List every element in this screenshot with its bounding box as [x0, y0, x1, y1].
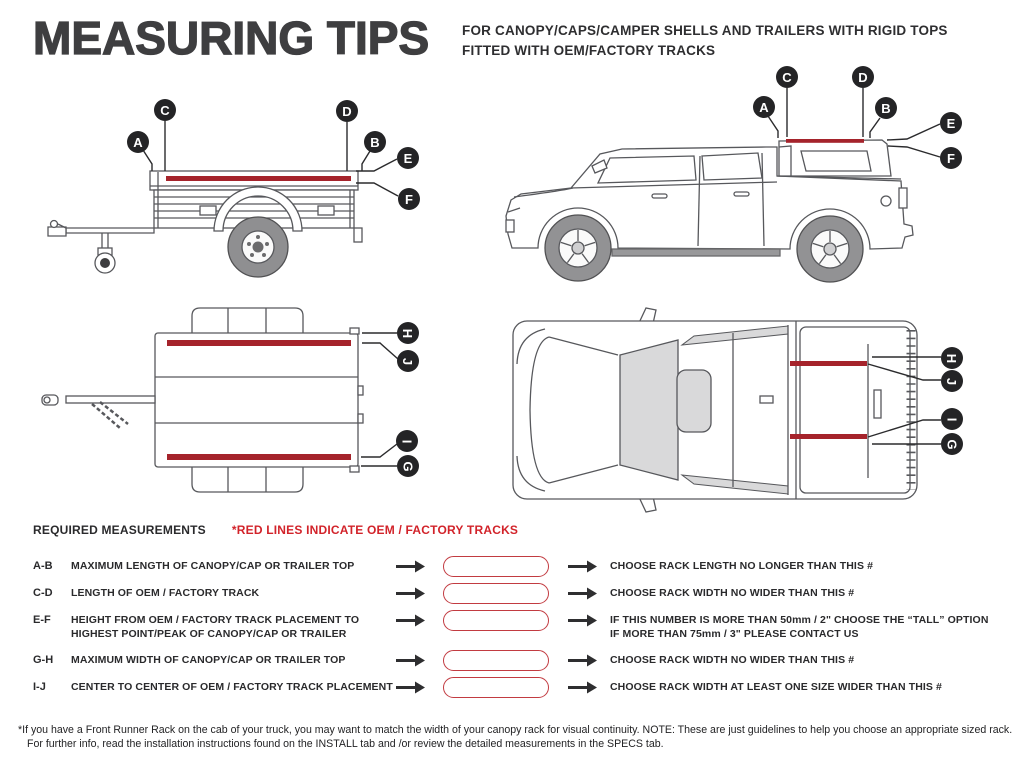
label-c: C: [776, 66, 798, 88]
trailer-top-body: [42, 308, 363, 492]
red-lines-note: *RED LINES INDICATE OEM / FACTORY TRACKS: [231, 523, 519, 537]
measurement-instruction: CHOOSE RACK WIDTH NO WIDER THAN THIS #: [610, 654, 855, 666]
label-c: C: [154, 99, 176, 121]
page-title: MEASURING TIPS: [33, 12, 430, 64]
oem-track-line: [167, 454, 351, 460]
label-b: B: [364, 131, 386, 153]
label-a: A: [127, 131, 149, 153]
measurement-row-cd: [33, 583, 1014, 604]
label-j: J: [941, 370, 963, 392]
arrow-right-icon: [567, 610, 597, 631]
measurement-description: MAXIMUM LENGTH OF CANOPY/CAP OR TRAILER TOP: [71, 560, 355, 572]
required-measurements-heading: REQUIRED MEASUREMENTS: [33, 523, 206, 537]
measurement-description: HEIGHT FROM OEM / FACTORY TRACK PLACEMENT TO: [71, 614, 360, 626]
truck-side-body: [506, 139, 913, 282]
page-subtitle: [462, 21, 948, 61]
measurement-instruction: CHOOSE RACK WIDTH NO WIDER THAN THIS #: [610, 587, 855, 599]
truck-top-body: [513, 308, 917, 512]
truck-top-view-drawing: [500, 298, 1005, 518]
subtitle-line-2: FITTED WITH OEM/FACTORY TRACKS: [462, 43, 716, 58]
measurement-row-ij: [33, 677, 1014, 698]
measurement-row-ef: [33, 610, 1014, 641]
trailer-top-leader-lines: [361, 333, 398, 466]
oem-track-line: [786, 139, 864, 143]
label-a: A: [753, 96, 775, 118]
measurement-row-ab: [33, 556, 1014, 577]
range-label: C-D: [33, 587, 53, 599]
label-j: J: [397, 350, 419, 372]
measurement-instruction: CHOOSE RACK LENGTH NO LONGER THAN THIS #: [610, 560, 874, 572]
arrow-right-icon: [567, 650, 597, 671]
measurement-description: LENGTH OF OEM / FACTORY TRACK: [71, 587, 260, 599]
trailer-side-body: [48, 171, 362, 277]
footnote: *If you have a Front Runner Rack on the cab of your truck, you may want to match the width of your canopy rack for visual continuity. NOTE: These are just guidelines to help you choose an appropriate sized rack. For further info, read the installation instructions found on the INSTALL tab and /or review the detailed measurements in the SPECS tab.: [18, 724, 1013, 750]
trailer-top-view-drawing: [20, 295, 450, 510]
label-d: D: [852, 66, 874, 88]
arrow-right-icon: [395, 650, 425, 671]
arrow-right-icon: [395, 677, 425, 698]
arrow-right-icon: [567, 583, 597, 604]
measurement-row-gh: [33, 650, 1014, 671]
measurement-description: MAXIMUM WIDTH OF CANOPY/CAP OR TRAILER TOP: [71, 654, 346, 666]
oem-track-line: [790, 361, 867, 366]
subtitle-line-1: FOR CANOPY/CAPS/CAMPER SHELLS AND TRAILERS WITH RIGID TOPS: [462, 23, 948, 38]
label-b: B: [875, 97, 897, 119]
arrow-right-icon: [395, 583, 425, 604]
range-label: A-B: [33, 560, 53, 572]
oem-track-line: [166, 176, 351, 181]
arrow-right-icon: [395, 556, 425, 577]
range-label: G-H: [33, 654, 54, 666]
label-g: G: [397, 455, 419, 477]
measurement-value-box: [443, 610, 549, 631]
measurement-instruction: CHOOSE RACK WIDTH AT LEAST ONE SIZE WIDER THAN THIS #: [610, 681, 942, 693]
oem-track-line: [790, 434, 867, 439]
oem-track-line: [167, 340, 351, 346]
label-f: F: [398, 188, 420, 210]
range-label: I-J: [33, 681, 46, 693]
label-h: H: [941, 347, 963, 369]
measurement-value-box: [443, 556, 549, 577]
label-h: H: [397, 322, 419, 344]
label-e: E: [940, 112, 962, 134]
measurement-instruction-line2: IF MORE THAN 75mm / 3" PLEASE CONTACT US: [610, 627, 859, 640]
measurement-value-box: [443, 583, 549, 604]
measurement-description: CENTER TO CENTER OF OEM / FACTORY TRACK PLACEMENT: [71, 681, 393, 693]
measurement-value-box: [443, 650, 549, 671]
arrow-right-icon: [567, 677, 597, 698]
label-i: I: [941, 408, 963, 430]
measurement-description-line2: HIGHEST POINT/PEAK OF CANOPY/CAP OR TRAILER: [71, 627, 347, 640]
label-i: I: [396, 430, 418, 452]
measurement-instruction: IF THIS NUMBER IS MORE THAN 50mm / 2" CHOOSE THE “TALL” OPTION: [610, 614, 989, 626]
arrow-right-icon: [395, 610, 425, 631]
truck-side-view-drawing: [500, 60, 1005, 295]
range-label: E-F: [33, 614, 51, 626]
label-g: G: [941, 433, 963, 455]
label-d: D: [336, 100, 358, 122]
arrow-right-icon: [567, 556, 597, 577]
legend: [33, 523, 518, 537]
label-f: F: [940, 147, 962, 169]
measurement-value-box: [443, 677, 549, 698]
trailer-side-view-drawing: [20, 85, 440, 300]
label-e: E: [397, 147, 419, 169]
